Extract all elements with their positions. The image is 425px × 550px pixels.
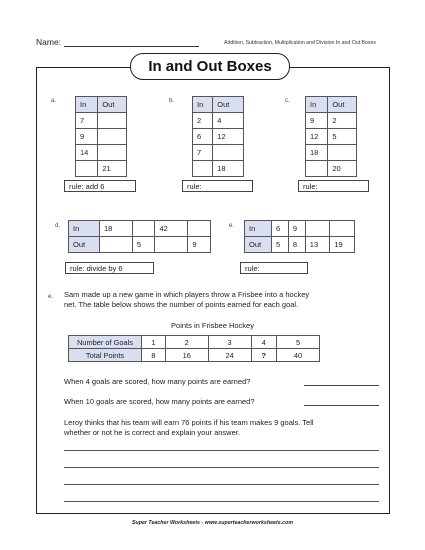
cell	[188, 221, 211, 237]
cell: 5	[328, 129, 357, 145]
cell: 12	[306, 129, 328, 145]
problem-e-label: e.	[229, 223, 235, 229]
cell: 2	[165, 336, 208, 349]
question-3-line-1: Leroy thinks that his team will earn 76 points if his team makes 9 goals. Tell	[64, 418, 314, 427]
cell: 14	[76, 145, 98, 161]
cell: 9	[188, 237, 211, 253]
header-in: In	[306, 97, 328, 113]
cell: 2	[328, 113, 357, 129]
frisbee-table	[68, 335, 320, 362]
row-header-in: In	[69, 221, 100, 237]
footer-credit: Super Teacher Worksheets - www.superteacherworksheets.com	[131, 520, 294, 526]
problem-c-table	[305, 96, 357, 177]
cell: 5	[132, 237, 155, 253]
frisbee-table-title: Points in Frisbee Hockey	[171, 321, 254, 330]
cell: 6	[193, 129, 213, 145]
cell: 2	[193, 113, 213, 129]
problem-d-table	[68, 220, 211, 253]
page-title: In and Out Boxes	[130, 53, 290, 80]
writing-line[interactable]	[64, 467, 379, 468]
cell: 7	[193, 145, 213, 161]
writing-line[interactable]	[64, 501, 379, 502]
worksheet-subtitle: Addition, Subtraction, Multiplication and Division In and Out Boxes	[224, 40, 376, 46]
story-line-2: net. The table below shows the number of points earned for each goal.	[64, 300, 299, 309]
header-in: In	[193, 97, 213, 113]
cell	[76, 161, 98, 177]
question-1: When 4 goals are scored, how many points are earned?	[64, 377, 251, 386]
cell: 5	[272, 237, 289, 253]
cell	[330, 221, 355, 237]
cell: 21	[98, 161, 127, 177]
header-out: Out	[98, 97, 127, 113]
cell: 9	[76, 129, 98, 145]
problem-a-table	[75, 96, 127, 177]
header-out: Out	[213, 97, 244, 113]
cell: 19	[330, 237, 355, 253]
cell: 18	[306, 145, 328, 161]
problem-d-rule: rule: divide by 6	[65, 262, 154, 274]
problem-c-rule: rule:	[298, 180, 369, 192]
cell: 8	[288, 237, 305, 253]
name-line	[64, 46, 199, 47]
cell: 18	[100, 221, 133, 237]
cell: 7	[76, 113, 98, 129]
cell	[132, 221, 155, 237]
cell	[193, 161, 213, 177]
cell	[100, 237, 133, 253]
question-3-line-2: whether or not he is correct and explain your answer.	[64, 428, 240, 437]
cell: 8	[142, 349, 166, 362]
problem-b-rule: rule:	[182, 180, 253, 192]
problem-a-rule: rule: add 6	[64, 180, 136, 192]
cell	[98, 129, 127, 145]
header-in: In	[76, 97, 98, 113]
cell: ?	[251, 349, 277, 362]
cell	[305, 221, 330, 237]
name-label: Name:	[36, 37, 62, 47]
cell: 5	[277, 336, 320, 349]
cell	[98, 145, 127, 161]
cell	[328, 145, 357, 161]
answer-line-1[interactable]	[304, 385, 379, 386]
problem-e-table	[244, 220, 355, 253]
cell: 1	[142, 336, 166, 349]
cell: 4	[213, 113, 244, 129]
problem-b-label: b.	[169, 98, 175, 104]
problem-a-label: a.	[51, 98, 57, 104]
cell: 16	[165, 349, 208, 362]
writing-line[interactable]	[64, 484, 379, 485]
row-header-out: Out	[245, 237, 272, 253]
answer-line-2[interactable]	[304, 405, 379, 406]
problem-d-label: d.	[55, 223, 61, 229]
cell: 24	[208, 349, 251, 362]
row-header-out: Out	[69, 237, 100, 253]
cell: 3	[208, 336, 251, 349]
cell: 40	[277, 349, 320, 362]
story-line-1: Sam made up a new game in which players throw a Frisbee into a hockey	[64, 290, 310, 299]
cell: 42	[155, 221, 188, 237]
story-label: e.	[48, 294, 54, 300]
problem-c-label: c.	[285, 98, 290, 104]
cell	[98, 113, 127, 129]
points-row-label: Total Points	[69, 349, 142, 362]
question-2: When 10 goals are scored, how many points are earned?	[64, 397, 255, 406]
cell: 4	[251, 336, 277, 349]
cell	[306, 161, 328, 177]
cell: 12	[213, 129, 244, 145]
problem-b-table	[192, 96, 244, 177]
cell: 9	[306, 113, 328, 129]
cell: 18	[213, 161, 244, 177]
row-header-in: In	[245, 221, 272, 237]
cell: 9	[288, 221, 305, 237]
header-out: Out	[328, 97, 357, 113]
cell	[213, 145, 244, 161]
cell	[155, 237, 188, 253]
goals-row-label: Number of Goals	[69, 336, 142, 349]
problem-e-rule: rule:	[240, 262, 308, 274]
cell: 6	[272, 221, 289, 237]
writing-line[interactable]	[64, 450, 379, 451]
cell: 20	[328, 161, 357, 177]
cell: 13	[305, 237, 330, 253]
